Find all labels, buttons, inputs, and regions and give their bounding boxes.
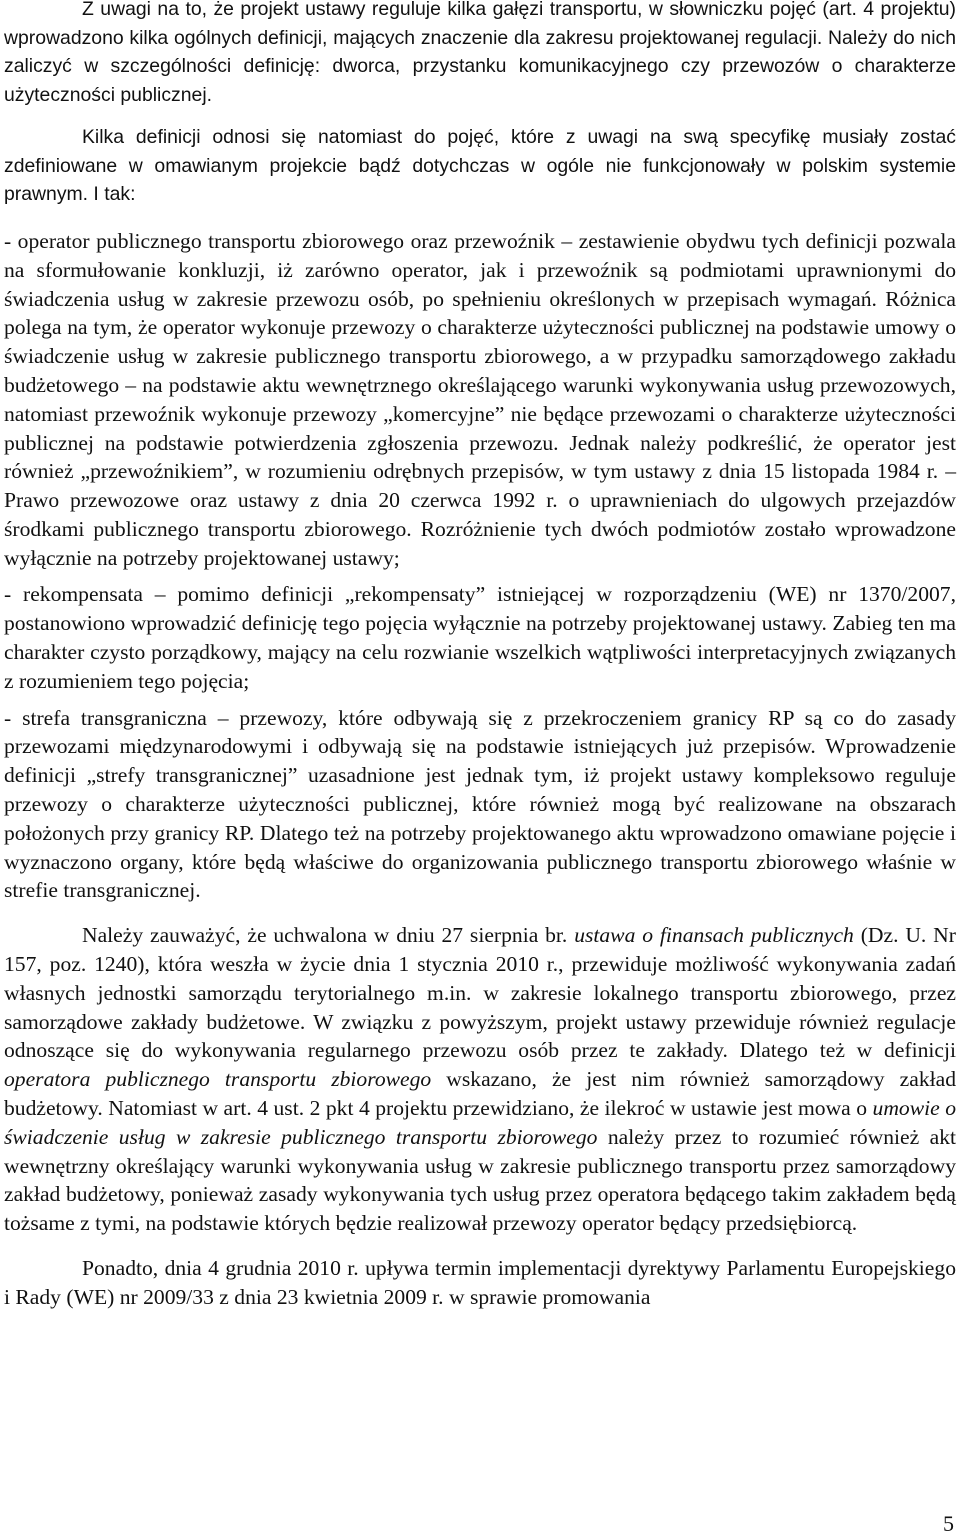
paragraph-public-finance-act [4,921,956,1238]
page-number: 5 [943,1511,954,1536]
paragraph-operator-definition: - operator publicznego transportu zbiorowego oraz przewoźnik – zestawienie obydwu tych definicji pozwala na sformułowanie konkluzji, iż zarówno operator, jak i przewoźnik są podmiotami uprawnionymi do świadczenia usług w zakresie przewozu osób, po spełnieniu określonych w przepisach wymagań. Różnica polega na tym, że operator wykonuje przewozy o charakterze użyteczności publicznej na podstawie umowy o świadczenie usług w zakresie publicznego transportu zbiorowego, a w przypadku samorządowego zakładu budżetowego – na podstawie aktu wewnętrznego określającego warunki wykonywania usług przewozowych, natomiast przewoźnik wykonuje przewozy „komercyjne” nie będące przewozami o charakterze użyteczności publicznej na podstawie potwierdzenia zgłoszenia przewozu. Jednak należy podkreślić, że operator jest również „przewoźnikiem”, w rozumieniu odrębnych przepisów, w tym ustawy z dnia 15 listopada 1984 r. – Prawo przewozowe oraz ustawy z dnia 20 czerwca 1992 r. o uprawnieniach do ulgowych przejazdów środkami publicznego transportu zbiorowego. Rozróżnienie tych dwóch podmiotów zostało wprowadzone wyłącznie na potrzeby projektowanej ustawy; [4,228,956,570]
paragraph-compensation-definition: - rekompensata – pomimo definicji „rekompensaty” istniejącej w rozporządzeniu (WE) nr 1370/2007, postanowiono wprowadzić definicję tego pojęcia wyłącznie na potrzeby projektowanej ustawy. Zabieg ten ma charakter czysto porządkowy, mający na celu rozwianie wszelkich wątpliwości interpretacyjnych związanych z rozumieniem tego pojęcia; [4,582,956,693]
text-run: należy przez to rozumieć również akt wewnętrzny określający warunki wykonywania usług w zakresie publicznego transportu przez samorządowy zakład budżetowy, ponieważ zasady wykonywania tych usług przez operatora będącego takim zakładem będą tożsame z tymi, na podstawie których będzie realizował przewozy operator będący przedsiębiorcą. [4,1124,956,1236]
paragraph-general-definitions: Z uwagi na to, że projekt ustawy reguluje kilka gałęzi transportu, w słowniczku pojęć (art. 4 projektu) wprowadzono kilka ogólnych definicji, mających znaczenie dla zakresu projektowanej regulacji. Należy do nich zaliczyć w szczególności definicję: dworca, przystanku komunikacyjnego czy przewozów o charakterze użyteczności publicznej. [4,0,956,107]
text-run: Należy zauważyć, że uchwalona w dniu 27 sierpnia br. [82,923,575,948]
paragraph-specific-definitions: Kilka definicji odnosi się natomiast do pojęć, które z uwagi na swą specyfikę musiały zostać zdefiniowane w omawianym projekcie bądź dotychczas w ogóle nie funkcjonowały w polskim systemie prawnym. I tak: [4,125,956,206]
document-page [4,0,956,1312]
italic-term-operator: operatora publicznego transportu zbiorowego [4,1067,432,1092]
italic-term-service-agreement: umowie o świadczenie usług w zakresie publicznego transportu zbiorowego [4,1096,956,1149]
text-run: (Dz. U. Nr 157, poz. 1240), która weszła w życie dnia 1 stycznia 2010 r., przewiduje możliwość wykonywania zadań własnych jednostki samorządu terytorialnego m.in. w zakresie lokalnego transportu zbiorowego, przez samorządowe zakłady budżetowe. W związku z powyższym, projekt ustawy przewiduje również regulacje odnoszące się do wykonywania regularnego przewozu osób przez te zakłady. Dlatego też w definicji [4,923,956,1063]
italic-act-title: ustawa o finansach publicznych [574,923,854,948]
paragraph-directive-deadline: Ponadto, dnia 4 grudnia 2010 r. upływa termin implementacji dyrektywy Parlamentu Europejskiego i Rady (WE) nr 2009/33 z dnia 23 kwietnia 2009 r. w sprawie promowania [4,1256,956,1309]
paragraph-cross-border-definition: - strefa transgraniczna – przewozy, które odbywają się z przekroczeniem granicy RP są co do zasady przewozami międzynarodowymi i odbywają się na podstawie istniejących już przepisów. Wprowadzenie definicji „strefy transgranicznej” uzasadnione jest jednak tym, iż projekt ustawy kompleksowo reguluje przewozy o charakterze użyteczności publicznej, które również mogą być realizowane na obszarach położonych przy granicy RP. Dlatego też na potrzeby projektowanego aktu wprowadzono omawiane pojęcie i wyznaczono organy, które będą właściwe do organizowania publicznego transportu zbiorowego właśnie w strefie transgranicznej. [4,705,956,903]
text-run: wskazano, że jest nim również samorządowy zakład budżetowy. Natomiast w art. 4 ust. 2 pkt 4 projektu przewidziano, że ilekroć w ustawie jest mowa o [4,1067,956,1121]
